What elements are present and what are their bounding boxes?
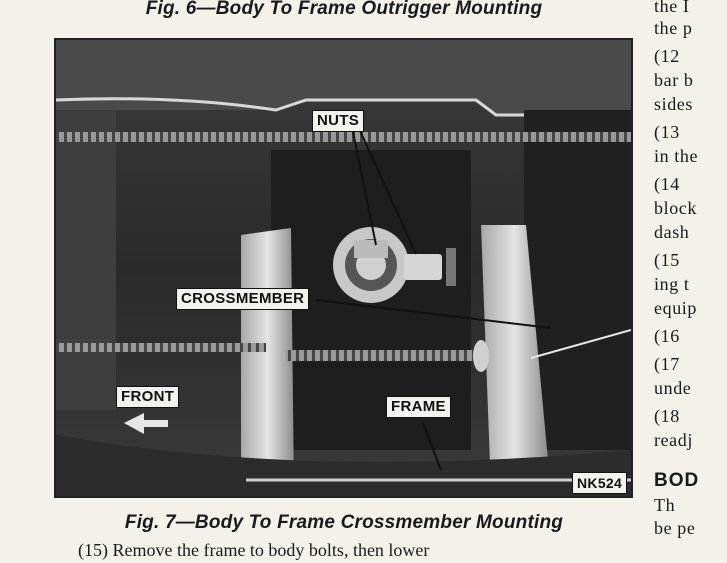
right-column-line: unde [654, 378, 692, 398]
crossmember-mounting-photo [54, 38, 633, 498]
right-column-line: (17 [654, 354, 680, 374]
right-column-line: readj [654, 430, 693, 450]
right-column-line: bar b [654, 70, 694, 90]
right-column-line: Th [654, 495, 676, 515]
right-column-line: in the [654, 146, 699, 166]
right-column-line: equip [654, 298, 697, 318]
photo-illustration [56, 40, 631, 496]
right-column-line: (16 [654, 326, 680, 346]
figure-7-caption: Fig. 7—Body To Frame Crossmember Mounting [124, 512, 564, 533]
right-column-line: ing t [654, 274, 690, 294]
figure-code: NK524 [572, 472, 627, 494]
label-nuts: NUTS [312, 110, 364, 132]
right-column-line: (18 [654, 406, 680, 426]
right-column-line: sides [654, 94, 693, 114]
right-column-line: the I [654, 0, 690, 16]
right-column-line: block [654, 198, 697, 218]
right-column-line: the p [654, 18, 693, 38]
body-text-line: (15) Remove the frame to body bolts, then lower [78, 540, 430, 560]
label-frame: FRAME [386, 396, 451, 418]
figure-6-caption: Fig. 6—Body To Frame Outrigger Mounting [145, 0, 543, 19]
label-crossmember: CROSSMEMBER [176, 288, 309, 310]
right-column-line: (15 [654, 250, 680, 270]
label-front: FRONT [116, 386, 179, 408]
right-column-line: (13 [654, 122, 680, 142]
right-column-line: be pe [654, 518, 696, 538]
right-column-heading: BOD [654, 470, 700, 491]
right-column-line: (12 [654, 46, 680, 66]
right-column-line: (14 [654, 174, 680, 194]
right-column-line: dash [654, 222, 690, 242]
